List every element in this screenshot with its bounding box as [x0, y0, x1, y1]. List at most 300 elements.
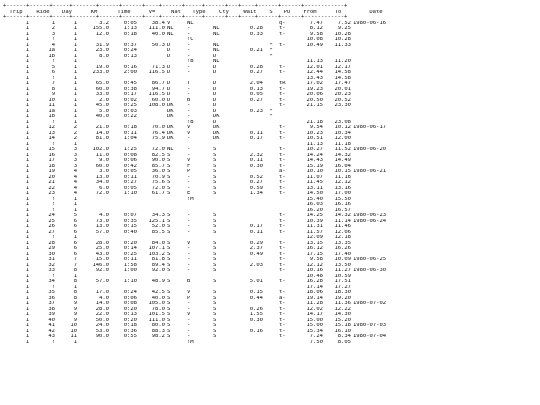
column-header-wait: Wait: [243, 9, 257, 15]
cell-type: -: [187, 268, 191, 273]
cell-nat: V: [167, 20, 171, 26]
cell-day: 1: [73, 59, 77, 64]
cell-trip: 1: [25, 251, 29, 257]
cell-to: 11.20: [334, 59, 351, 64]
cell-pu: t-: [279, 328, 286, 334]
cell-trip: 1: [25, 147, 29, 152]
cell-date: 1980-07-04: [353, 334, 387, 339]
cell-day: 1: [73, 20, 77, 26]
cell-from: 13.11: [306, 185, 323, 191]
cell-trip: 1: [25, 306, 29, 312]
cell-trip: 1: [25, 202, 29, 207]
cell-from: 9.54: [309, 125, 323, 130]
cell-speed: 107.1: [148, 246, 165, 251]
cell-speed: 94.7: [151, 86, 165, 92]
cell-ride: 15: [48, 147, 55, 152]
cell-nat: S: [167, 306, 171, 312]
cell-ride: 5: [51, 64, 55, 70]
cell-from: 11.13: [306, 59, 323, 64]
cell-speed: 86.7: [151, 81, 165, 86]
cell-day: 1: [73, 141, 77, 147]
cell-day: 1: [73, 70, 77, 75]
cell-ride: 1a: [48, 108, 55, 114]
cell-trip: 1: [25, 290, 29, 295]
cell-km: 72.0: [95, 191, 109, 196]
cell-pu: t-: [279, 125, 286, 130]
cell-trip: 1: [25, 196, 29, 202]
cell-time: 0:08: [123, 152, 137, 158]
cell-time: 0:24: [123, 290, 137, 295]
cell-trip: 1: [25, 152, 29, 158]
cell-ride: !: [51, 37, 55, 42]
cell-cty: D: [213, 70, 217, 75]
cell-pu: t-: [279, 334, 286, 339]
cell-type: -: [187, 218, 191, 224]
cell-ride: !: [51, 119, 55, 125]
column-header-nat: Nat: [171, 9, 181, 15]
cell-type: -: [187, 42, 191, 48]
cell-from: 17.15: [306, 251, 323, 257]
cell-to: 10.12: [334, 125, 351, 130]
cell-ride: 26: [48, 224, 55, 229]
cell-ride: 14: [48, 136, 55, 141]
cell-date: 1980-06-16: [353, 20, 387, 26]
cell-day: 4: [73, 169, 77, 174]
cell-nat: S: [167, 180, 171, 185]
cell-speed: 38.4: [151, 20, 165, 26]
cell-cty: S: [213, 262, 217, 268]
cell-trip: 1: [25, 328, 29, 334]
cell-nat: S: [167, 334, 171, 339]
cell-cty: S: [213, 251, 217, 257]
column-header-from: From: [303, 9, 317, 15]
cell-cty: S: [213, 185, 217, 191]
cell-ride: 37: [48, 301, 55, 306]
cell-cty: S: [213, 328, 217, 334]
cell-nat: S: [167, 224, 171, 229]
cell-wait: 0.29: [249, 240, 263, 246]
cell-type: V: [187, 125, 191, 130]
cell-day: 1: [73, 81, 77, 86]
cell-time: 0:20: [123, 306, 137, 312]
column-header-time: Time: [117, 9, 131, 15]
cell-to: 10.28: [334, 31, 351, 37]
cell-from: 8.12: [309, 26, 323, 31]
cell-to: 20.23: [334, 92, 351, 97]
cell-speed: 52.0: [151, 224, 165, 229]
cell-from: 15.00: [306, 317, 323, 323]
cell-to: 17.00: [334, 191, 351, 196]
cell-wait: 0.23: [249, 108, 263, 114]
cell-day: 1: [73, 202, 77, 207]
cell-day: 1: [73, 64, 77, 70]
cell-trip: 1: [25, 323, 29, 328]
cell-km: 60.0: [95, 86, 109, 92]
cell-nat: S: [167, 290, 171, 295]
cell-trip: 1: [25, 158, 29, 163]
cell-pu: t-: [279, 323, 286, 328]
cell-speed: 101.5: [148, 312, 165, 317]
cell-cty: S: [213, 191, 217, 196]
cell-nat: DK: [167, 136, 174, 141]
cell-ride: 24: [48, 213, 55, 218]
cell-date: 1980-06-17: [353, 125, 387, 130]
cell-date: 1980-06-24: [353, 218, 387, 224]
cell-to: 10.34: [334, 130, 351, 136]
cell-day: 8: [73, 279, 77, 284]
cell-cty: D: [213, 108, 217, 114]
cell-day: 8: [73, 268, 77, 273]
cell-wait: 0.30: [249, 163, 263, 169]
cell-type: -: [187, 152, 191, 158]
cell-time: 0:25: [123, 103, 137, 108]
cell-date: 1980-07-02: [353, 301, 387, 306]
cell-ride: 36: [48, 295, 55, 301]
cell-pu: q-: [279, 20, 286, 26]
cell-km: 17.0: [95, 290, 109, 295]
cell-ride: 40: [48, 317, 55, 323]
cell-to: 11.27: [334, 268, 351, 273]
table-row: [3, 340, 401, 346]
cell-ride: !: [51, 59, 55, 64]
cell-type: -: [187, 92, 191, 97]
cell-from: 10.27: [306, 147, 323, 152]
cell-time: 0:40: [123, 229, 137, 235]
cell-day: 5: [73, 213, 77, 218]
column-header-km: KM: [90, 9, 98, 15]
cell-to: 14.30: [334, 312, 351, 317]
cell-speed: [139, 340, 167, 346]
cell-from: 14.43: [306, 158, 323, 163]
cell-from: 13.15: [306, 240, 323, 246]
cell-time: 0:37: [123, 42, 137, 48]
cell-speed: 125.1: [148, 218, 165, 224]
cell-km: 2.0: [99, 97, 109, 103]
cell-nat: DK: [167, 114, 174, 119]
cell-day: 8: [73, 290, 77, 295]
cell-type: -: [187, 213, 191, 218]
cell-day: 1: [73, 26, 77, 31]
cell-km: 6.0: [99, 185, 109, 191]
cell-time: 0:02: [123, 97, 137, 103]
column-header-s: S: [269, 9, 273, 15]
cell-pu: [279, 340, 297, 346]
cell-cty: S: [213, 279, 217, 284]
cell-km: 14.0: [95, 130, 109, 136]
cell-pu: t-: [279, 26, 286, 31]
cell-ride: 17: [48, 158, 55, 163]
cell-time: 0:05: [123, 20, 137, 26]
cell-trip: 1: [25, 169, 29, 174]
cell-wait: 1.34: [249, 191, 263, 196]
cell-pu: t-: [279, 185, 286, 191]
cell-cty: S: [213, 163, 217, 169]
cell-type: !M: [187, 196, 194, 202]
cell-day: 1: [73, 273, 77, 279]
cell-type: -: [187, 257, 191, 262]
cell-time: 0:25: [123, 251, 137, 257]
cell-s: *: [269, 53, 273, 59]
cell-nat: S: [167, 301, 171, 306]
cell-cty: DK: [213, 136, 220, 141]
cell-time: 0:07: [123, 213, 137, 218]
cell-km: 155.0: [92, 26, 109, 31]
cell-pu: t-: [279, 180, 286, 185]
cell-pu: t-: [279, 257, 286, 262]
cell-speed: 72.0: [151, 147, 165, 152]
cell-day: 4: [73, 185, 77, 191]
cell-cty: S: [213, 147, 217, 152]
cell-date: 1980-06-25: [353, 257, 387, 262]
cell-type: P: [187, 169, 191, 174]
cell-speed: 40.0: [151, 295, 165, 301]
cell-type: -: [187, 180, 191, 185]
cell-speed: 75.9: [151, 136, 165, 141]
cell-from: 11.07: [306, 174, 323, 180]
cell-time: 0:55: [123, 334, 137, 339]
cell-from: 15.19: [306, 163, 323, 169]
cell-pu: t-: [279, 229, 286, 235]
cell-pu: t-: [279, 191, 286, 196]
cell-type: !B: [187, 119, 194, 125]
cell-nat: S: [167, 191, 171, 196]
cell-time: 0:14: [123, 246, 137, 251]
cell-time: 1:13: [123, 26, 137, 31]
cell-cty: NL: [213, 42, 220, 48]
cell-to: 15.20: [334, 317, 351, 323]
cell-wait: 0.17: [249, 224, 263, 229]
cell-type: -: [187, 262, 191, 268]
cell-nat: D: [167, 48, 171, 53]
cell-type: -: [187, 328, 191, 334]
cell-day: 1: [73, 53, 77, 59]
cell-from: 10.08: [306, 37, 323, 42]
cell-trip: 1: [25, 317, 29, 323]
cell-ride: 1: [51, 20, 55, 26]
cell-trip: 1: [25, 312, 29, 317]
cell-from: 14.17: [306, 312, 323, 317]
cell-from: 7.24: [309, 334, 323, 339]
cell-km: 22.0: [95, 312, 109, 317]
cell-nat: D: [167, 92, 171, 97]
cell-to: 15.50: [334, 196, 351, 202]
cell-nat: S: [167, 229, 171, 235]
cell-ride: 30: [48, 251, 55, 257]
cell-pu: t-: [279, 147, 286, 152]
cell-speed: 71.3: [151, 64, 165, 70]
cell-time: 0:22: [123, 114, 137, 119]
cell-pu: t-: [279, 312, 286, 317]
cell-ride: !: [51, 75, 55, 81]
cell-wait: 0.27: [249, 97, 263, 103]
cell-wait: 2.37: [249, 246, 263, 251]
cell-trip: 1: [25, 207, 29, 213]
cell-cty: D: [213, 103, 217, 108]
cell-day: 7: [73, 262, 77, 268]
cell-cty: S: [213, 334, 217, 339]
cell-pu: t-: [279, 218, 286, 224]
cell-ride: 8: [51, 86, 55, 92]
cell-wait: 0.28: [249, 26, 263, 31]
cell-time: 0:11: [123, 257, 137, 262]
cell-trip: 1: [25, 141, 29, 147]
cell-from: 21.15: [306, 103, 323, 108]
cell-trip: 1: [25, 268, 29, 273]
cell-trip: 1: [25, 92, 29, 97]
cell-type: B: [187, 279, 191, 284]
cell-km: 4.0: [99, 295, 109, 301]
cell-type: -: [187, 246, 191, 251]
cell-day: 1: [73, 235, 77, 240]
cell-date: [353, 340, 401, 346]
cell-time: 0:35: [123, 218, 137, 224]
cell-day: 6: [73, 251, 77, 257]
cell-wait: 0.27: [249, 180, 263, 185]
cell-ride: 38: [48, 306, 55, 312]
cell-trip: 1: [25, 53, 29, 59]
cell-trip: 1: [25, 103, 29, 108]
cell-trip: 1: [25, 31, 29, 37]
cell-nat: S: [167, 240, 171, 246]
cell-ride: 39: [48, 312, 55, 317]
cell-trip: 1: [25, 284, 29, 290]
cell-ride: 43: [48, 334, 55, 339]
cell-km: 9.0: [99, 158, 109, 163]
cell-ride: !: [51, 284, 55, 290]
cell-wait: 0.16: [249, 328, 263, 334]
cell-from: 9.58: [309, 257, 323, 262]
cell-nat: S: [167, 328, 171, 334]
cell-day: 2: [73, 130, 77, 136]
cell-nat: S: [167, 312, 171, 317]
cell-km: 50.0: [95, 317, 109, 323]
cell-type: -: [187, 306, 191, 312]
cell-speed: 108.0: [148, 103, 165, 108]
cell-km: 102.0: [92, 147, 109, 152]
cell-day: 10: [70, 323, 77, 328]
cell-time: 0:27: [123, 180, 137, 185]
cell-km: 19.0: [95, 64, 109, 70]
cell-km: 90.0: [95, 334, 109, 339]
cell-ride: 19: [48, 169, 55, 174]
cell-type: -: [187, 301, 191, 306]
cell-km: 13.0: [95, 224, 109, 229]
cell-km: 45.0: [95, 103, 109, 108]
cell-cty: D: [213, 81, 217, 86]
cell-km: 24.0: [95, 323, 109, 328]
column-header-type: Type: [192, 9, 206, 15]
cell-km: 57.0: [95, 229, 109, 235]
cell-from: 11.31: [306, 224, 323, 229]
cell-km: 8.0: [99, 53, 109, 59]
cell-time: 0:13: [123, 312, 137, 317]
cell-from: 15.00: [306, 323, 323, 328]
cell-km: 23.0: [95, 48, 109, 53]
cell-from: 11.13: [306, 141, 323, 147]
cell-speed: 34.3: [151, 213, 165, 218]
cell-cty: S: [213, 323, 217, 328]
cell-trip: 1: [25, 26, 29, 31]
cell-ride: 4: [51, 42, 55, 48]
cell-type: -: [187, 174, 191, 180]
column-header-pu: PU: [283, 9, 291, 15]
cell-nat: D: [167, 42, 171, 48]
table-header-divider: +------+------+-----+-------+------+------+----+------+-----+------+---+----+------+------+------------+: [3, 14, 348, 20]
cell-trip: 1: [25, 185, 29, 191]
cell-type: -: [187, 31, 191, 37]
cell-trip: 1: [25, 257, 29, 262]
cell-day: 1: [73, 86, 77, 92]
cell-time: 0:18: [123, 31, 137, 37]
cell-cty: S: [213, 290, 217, 295]
cell-time: [111, 340, 139, 346]
cell-trip: 1: [25, 75, 29, 81]
cell-type: V: [187, 312, 191, 317]
cell-nat: D: [167, 70, 171, 75]
cell-wait: [237, 340, 265, 346]
cell-trip: 1: [25, 279, 29, 284]
cell-from: 13.43: [306, 75, 323, 81]
cell-time: 0:03: [123, 108, 137, 114]
cell-nat: NL: [167, 31, 174, 37]
cell-ride: !: [51, 196, 55, 202]
cell-speed: 60.0: [151, 97, 165, 103]
cell-day: 1: [73, 108, 77, 114]
cell-trip: 1: [25, 59, 29, 64]
cell-to: 23.30: [334, 103, 351, 108]
cell-day: 2: [73, 136, 77, 141]
cell-time: 0:06: [123, 158, 137, 163]
cell-nat: D: [167, 97, 171, 103]
cell-speed: 111.0: [148, 26, 165, 31]
cell-from: 16.03: [306, 202, 323, 207]
cell-time: 0:17: [123, 92, 137, 97]
cell-ride: 2: [51, 26, 55, 31]
cell-ride: 6: [51, 70, 55, 75]
cell-trip: 1: [25, 97, 29, 103]
cell-to: 9.25: [337, 26, 351, 31]
cell-trip: 1: [25, 70, 29, 75]
cell-day: 4: [73, 180, 77, 185]
cell-speed: 72.0: [151, 185, 165, 191]
trip-log-table: [3, 4, 401, 345]
cell-from: 21.18: [306, 119, 323, 125]
cell-wait: 0.33: [249, 31, 263, 37]
cell-ride: 20: [48, 174, 55, 180]
cell-pu: t-: [279, 103, 286, 108]
cell-type: -: [187, 103, 191, 108]
cell-to: 15.18: [334, 323, 351, 328]
cell-trip: 1: [25, 37, 29, 42]
cell-nat: S: [167, 169, 171, 174]
cell-type: -: [187, 108, 191, 114]
cell-cty: S: [213, 213, 217, 218]
cell-time: 1:25: [123, 147, 137, 152]
cell-cty: S: [213, 246, 217, 251]
cell-to: 13.35: [334, 240, 351, 246]
cell-time: 0:36: [123, 328, 137, 334]
cell-cty: S: [213, 317, 217, 323]
cell-pu: t-: [279, 152, 286, 158]
cell-from: 19.23: [306, 86, 323, 92]
column-header-date: Date: [369, 9, 383, 15]
cell-day: 3: [73, 158, 77, 163]
cell-pu: tR: [279, 81, 286, 86]
cell-km: 12.0: [95, 31, 109, 37]
cell-from: 14.24: [306, 152, 323, 158]
cell-from: 11.57: [306, 229, 323, 235]
cell-to: 11.46: [334, 224, 351, 229]
